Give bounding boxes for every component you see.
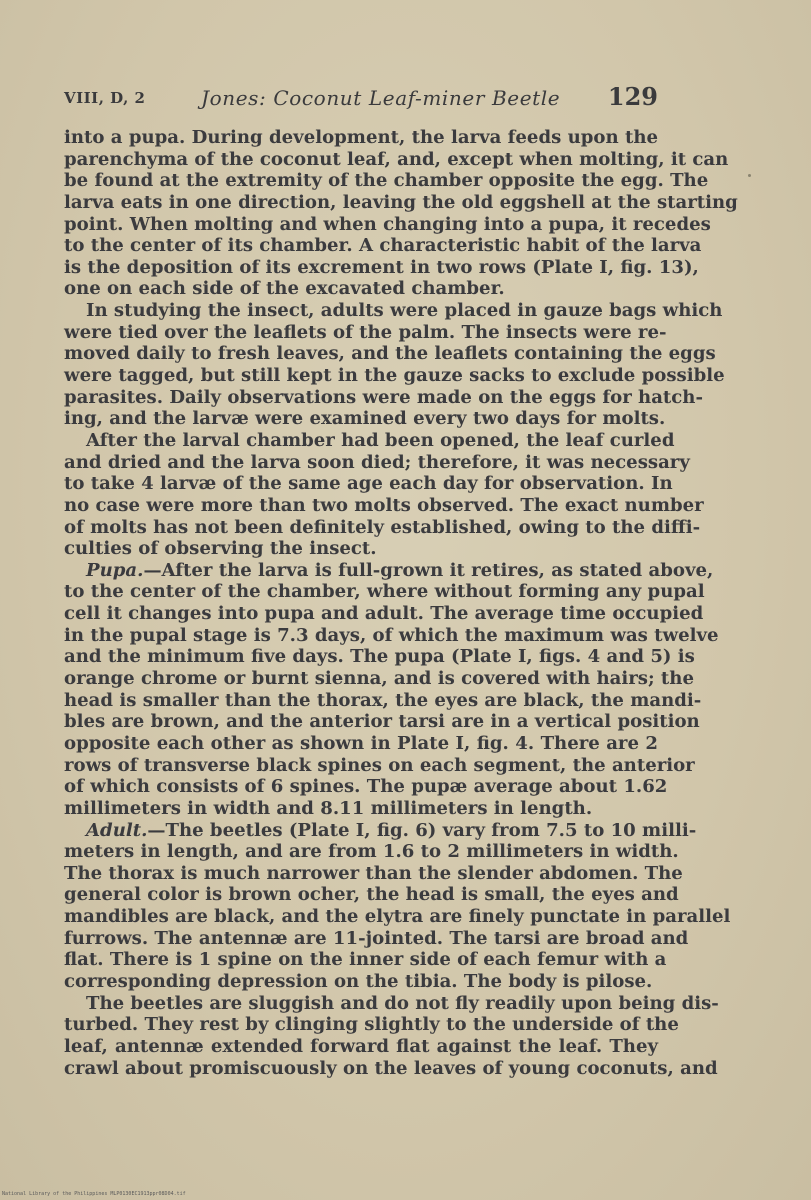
scan-footer: National Library of the Philippines MLP0130EC1913ppr08D04.tif bbox=[2, 1191, 186, 1197]
text-line: parenchyma of the coconut leaf, and, except when molting, it can bbox=[64, 148, 729, 170]
run-in-heading: Pupa. bbox=[86, 559, 144, 581]
text-line: general color is brown ocher, the head is small, the eyes and bbox=[64, 884, 679, 906]
running-header bbox=[64, 82, 658, 116]
text-line: The beetles are sluggish and do not fly readily upon being dis- bbox=[86, 992, 719, 1014]
text-line: head is smaller than the thorax, the eyes are black, the mandi- bbox=[64, 689, 702, 711]
text-line: in the pupal stage is 7.3 days, of which the maximum was twelve bbox=[64, 624, 719, 646]
text-line: into a pupa. During development, the larva feeds upon the bbox=[64, 127, 658, 148]
text-line: Adult.—The beetles (Plate I, fig. 6) vary from 7.5 to 10 milli- bbox=[86, 819, 697, 841]
text-line: is the deposition of its excrement in two rows (Plate I, fig. 13), bbox=[64, 256, 699, 278]
text-line: of which consists of 6 spines. The pupæ average about 1.62 bbox=[64, 776, 668, 798]
text-line: Pupa.—After the larva is full-grown it retires, as stated above, bbox=[86, 559, 714, 581]
text-line: moved daily to fresh leaves, and the leaflets containing the eggs bbox=[64, 343, 716, 365]
running-title: Jones: Coconut Leaf-miner Beetle bbox=[201, 86, 561, 110]
text-line: crawl about promiscuously on the leaves of young coconuts, and bbox=[64, 1057, 718, 1079]
text-line: were tied over the leaflets of the palm. The insects were re- bbox=[64, 321, 667, 343]
text-line: The thorax is much narrower than the slender abdomen. The bbox=[64, 862, 683, 884]
text-line: of molts has not been definitely established, owing to the diffi- bbox=[64, 516, 701, 538]
text-line: leaf, antennæ extended forward flat against the leaf. They bbox=[64, 1035, 658, 1057]
text-line: In studying the insect, adults were placed in gauze bags which bbox=[86, 300, 723, 322]
text-line: furrows. The antennæ are 11-jointed. The tarsi are broad and bbox=[64, 927, 689, 949]
text-line: bles are brown, and the anterior tarsi are in a vertical position bbox=[64, 711, 700, 733]
text-line: to take 4 larvæ of the same age each day for observation. In bbox=[64, 473, 673, 495]
text-line: orange chrome or burnt sienna, and is covered with hairs; the bbox=[64, 668, 694, 690]
text-line: no case were more than two molts observed. The exact number bbox=[64, 494, 704, 516]
text-line: to the center of the chamber, where without forming any pupal bbox=[64, 581, 705, 603]
paper-speck bbox=[748, 174, 751, 177]
body-text bbox=[64, 127, 738, 1079]
text-line: and the minimum five days. The pupa (Plate I, figs. 4 and 5) is bbox=[64, 646, 695, 668]
text-line: larva eats in one direction, leaving the old eggshell at the starting bbox=[64, 191, 738, 213]
page-number: 129 bbox=[607, 82, 658, 111]
text-line: one on each side of the excavated chamber. bbox=[64, 278, 505, 300]
text-line: millimeters in width and 8.11 millimeters in length. bbox=[64, 797, 593, 819]
text-line: and dried and the larva soon died; therefore, it was necessary bbox=[64, 451, 690, 473]
text-line: After the larval chamber had been opened, the leaf curled bbox=[86, 429, 675, 451]
text-line: rows of transverse black spines on each segment, the anterior bbox=[64, 754, 695, 776]
run-in-heading: Adult. bbox=[86, 819, 148, 841]
text-line: opposite each other as shown in Plate I, fig. 4. There are 2 bbox=[64, 732, 658, 754]
text-line: cell it changes into pupa and adult. The average time occupied bbox=[64, 603, 704, 625]
text-line: be found at the extremity of the chamber opposite the egg. The bbox=[64, 170, 709, 192]
text-line: flat. There is 1 spine on the inner side of each femur with a bbox=[64, 949, 667, 971]
text-line: meters in length, and are from 1.6 to 2 millimeters in width. bbox=[64, 841, 679, 863]
text-line: corresponding depression on the tibia. The body is pilose. bbox=[64, 970, 653, 992]
text-line: parasites. Daily observations were made on the eggs for hatch- bbox=[64, 386, 703, 408]
text-line: culties of observing the insect. bbox=[64, 538, 377, 560]
text-line: to the center of its chamber. A characteristic habit of the larva bbox=[64, 235, 702, 257]
section-label: VIII, D, 2 bbox=[64, 89, 146, 107]
text-line: were tagged, but still kept in the gauze sacks to exclude possible bbox=[64, 365, 725, 387]
text-line: mandibles are black, and the elytra are finely punctate in parallel bbox=[64, 906, 731, 928]
text-line: turbed. They rest by clinging slightly to the underside of the bbox=[64, 1014, 679, 1036]
text-line: point. When molting and when changing into a pupa, it recedes bbox=[64, 213, 711, 235]
text-line: ing, and the larvæ were examined every two days for molts. bbox=[64, 408, 666, 430]
